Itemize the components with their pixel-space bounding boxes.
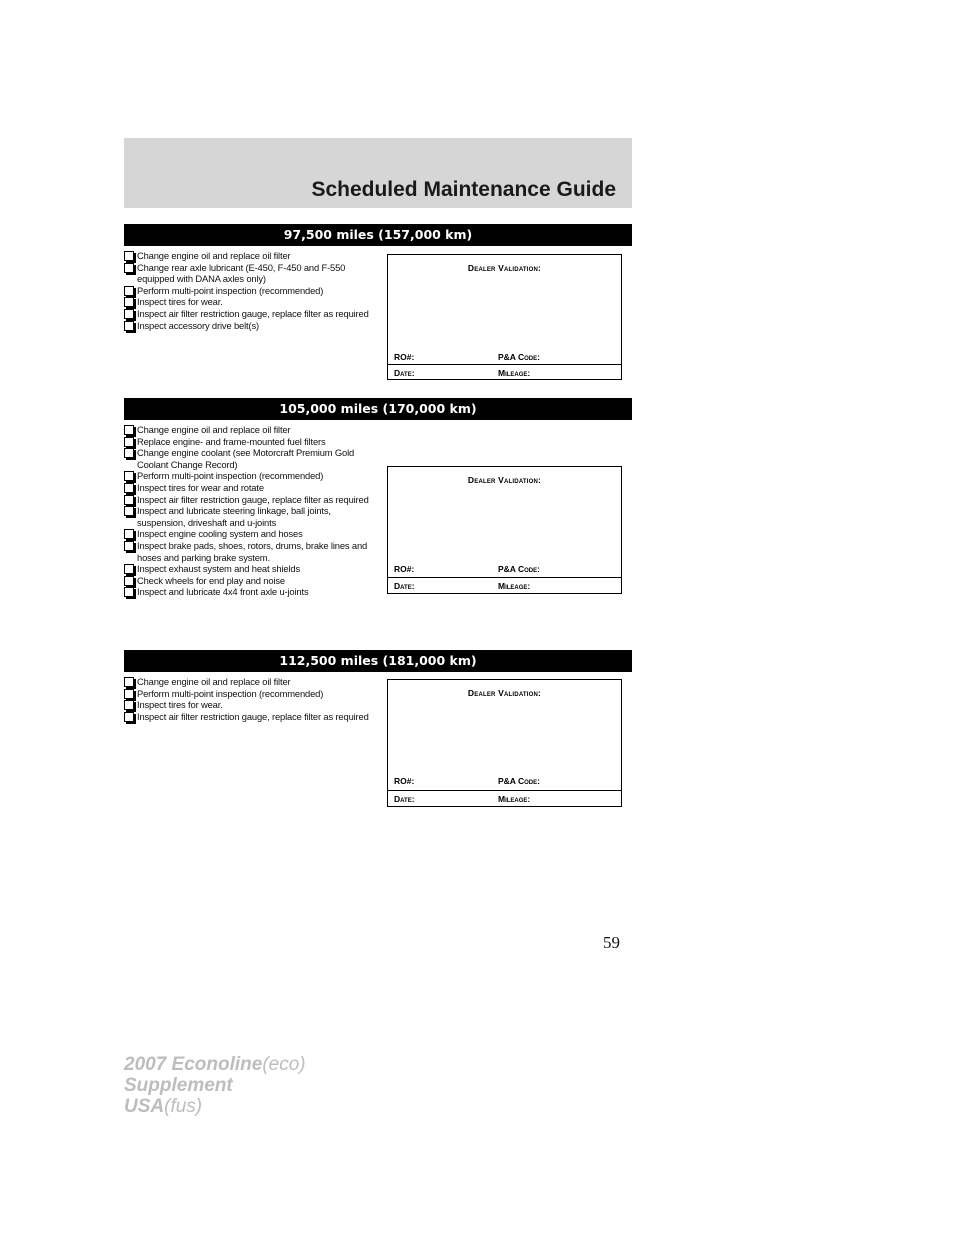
section-heading: 105,000 miles (170,000 km) [124,398,632,420]
date-label: Date: [394,794,415,804]
section-105000 [124,398,632,628]
checkbox-icon[interactable] [124,576,134,586]
checkbox-icon[interactable] [124,263,134,273]
checkbox-icon[interactable] [124,689,134,699]
validation-title: Dealer Validation: [467,688,542,698]
page-number: 59 [603,933,620,952]
validation-title: Dealer Validation: [467,475,542,485]
list-item: Perform multi-point inspection (recommended) [124,285,380,297]
validation-title: Dealer Validation: [467,263,542,273]
task-list [124,424,380,598]
mileage-label: Mileage: [498,794,531,804]
list-item: Change engine oil and replace oil filter [124,676,380,688]
task-list [124,676,380,722]
list-item: Replace engine- and frame-mounted fuel filters [124,436,380,448]
list-item: Inspect tires for wear. [124,699,380,711]
checkbox-icon[interactable] [124,506,134,516]
section-heading: 97,500 miles (157,000 km) [124,224,632,246]
list-item: Inspect and lubricate steering linkage, ball joints, suspension, driveshaft and u-joints [124,505,380,528]
list-item: Inspect exhaust system and heat shields [124,563,380,575]
checkbox-icon[interactable] [124,712,134,722]
list-item: Perform multi-point inspection (recommended) [124,470,380,482]
header-band [124,138,632,208]
section-112500 [124,650,632,810]
list-item: Inspect brake pads, shoes, rotors, drums, brake lines and hoses and parking brake system. [124,540,380,563]
ro-label: RO#: [394,776,415,786]
checkbox-icon[interactable] [124,483,134,493]
ro-label: RO#: [394,352,415,362]
checkbox-icon[interactable] [124,286,134,296]
checkbox-icon[interactable] [124,529,134,539]
checkbox-icon[interactable] [124,587,134,597]
footer-line-1: 2007 Econoline(eco) [124,1054,306,1075]
date-label: Date: [394,581,415,591]
checkbox-icon[interactable] [124,309,134,319]
dealer-validation-box[interactable] [387,254,622,380]
checkbox-icon[interactable] [124,321,134,331]
checkbox-icon[interactable] [124,251,134,261]
list-item: Change engine oil and replace oil filter [124,424,380,436]
mileage-label: Mileage: [498,581,531,591]
pa-code-label: P&A Code: [498,776,540,786]
checkbox-icon[interactable] [124,437,134,447]
section-heading: 112,500 miles (181,000 km) [124,650,632,672]
checkbox-icon[interactable] [124,448,134,458]
list-item: Inspect engine cooling system and hoses [124,528,380,540]
list-item: Inspect air filter restriction gauge, replace filter as required [124,711,380,723]
list-item: Change engine coolant (see Motorcraft Premium Gold Coolant Change Record) [124,447,380,470]
list-item: Inspect air filter restriction gauge, replace filter as required [124,494,380,506]
dealer-validation-box[interactable] [387,466,622,594]
list-item: Perform multi-point inspection (recommended) [124,688,380,700]
mileage-label: Mileage: [498,368,531,378]
list-item: Check wheels for end play and noise [124,575,380,587]
footer-watermark [124,1054,306,1117]
checkbox-icon[interactable] [124,564,134,574]
list-item: Inspect air filter restriction gauge, replace filter as required [124,308,380,320]
list-item: Inspect and lubricate 4x4 front axle u-joints [124,586,380,598]
checkbox-icon[interactable] [124,297,134,307]
task-list [124,250,380,331]
footer-line-3: USA(fus) [124,1096,203,1117]
dealer-validation-box[interactable] [387,679,622,807]
divider [388,577,621,578]
pa-code-label: P&A Code: [498,564,540,574]
list-item: Change rear axle lubricant (E-450, F-450 and F-550 equipped with DANA axles only) [124,262,380,285]
checkbox-icon[interactable] [124,677,134,687]
footer-line-2: Supplement [124,1075,233,1096]
divider [388,790,621,791]
list-item: Inspect tires for wear and rotate [124,482,380,494]
section-97500 [124,224,632,384]
divider [388,364,621,365]
list-item: Inspect accessory drive belt(s) [124,320,380,332]
date-label: Date: [394,368,415,378]
checkbox-icon[interactable] [124,541,134,551]
page-title: Scheduled Maintenance Guide [311,178,616,201]
checkbox-icon[interactable] [124,425,134,435]
checkbox-icon[interactable] [124,700,134,710]
list-item: Change engine oil and replace oil filter [124,250,380,262]
ro-label: RO#: [394,564,415,574]
list-item: Inspect tires for wear. [124,296,380,308]
pa-code-label: P&A Code: [498,352,540,362]
checkbox-icon[interactable] [124,471,134,481]
checkbox-icon[interactable] [124,495,134,505]
